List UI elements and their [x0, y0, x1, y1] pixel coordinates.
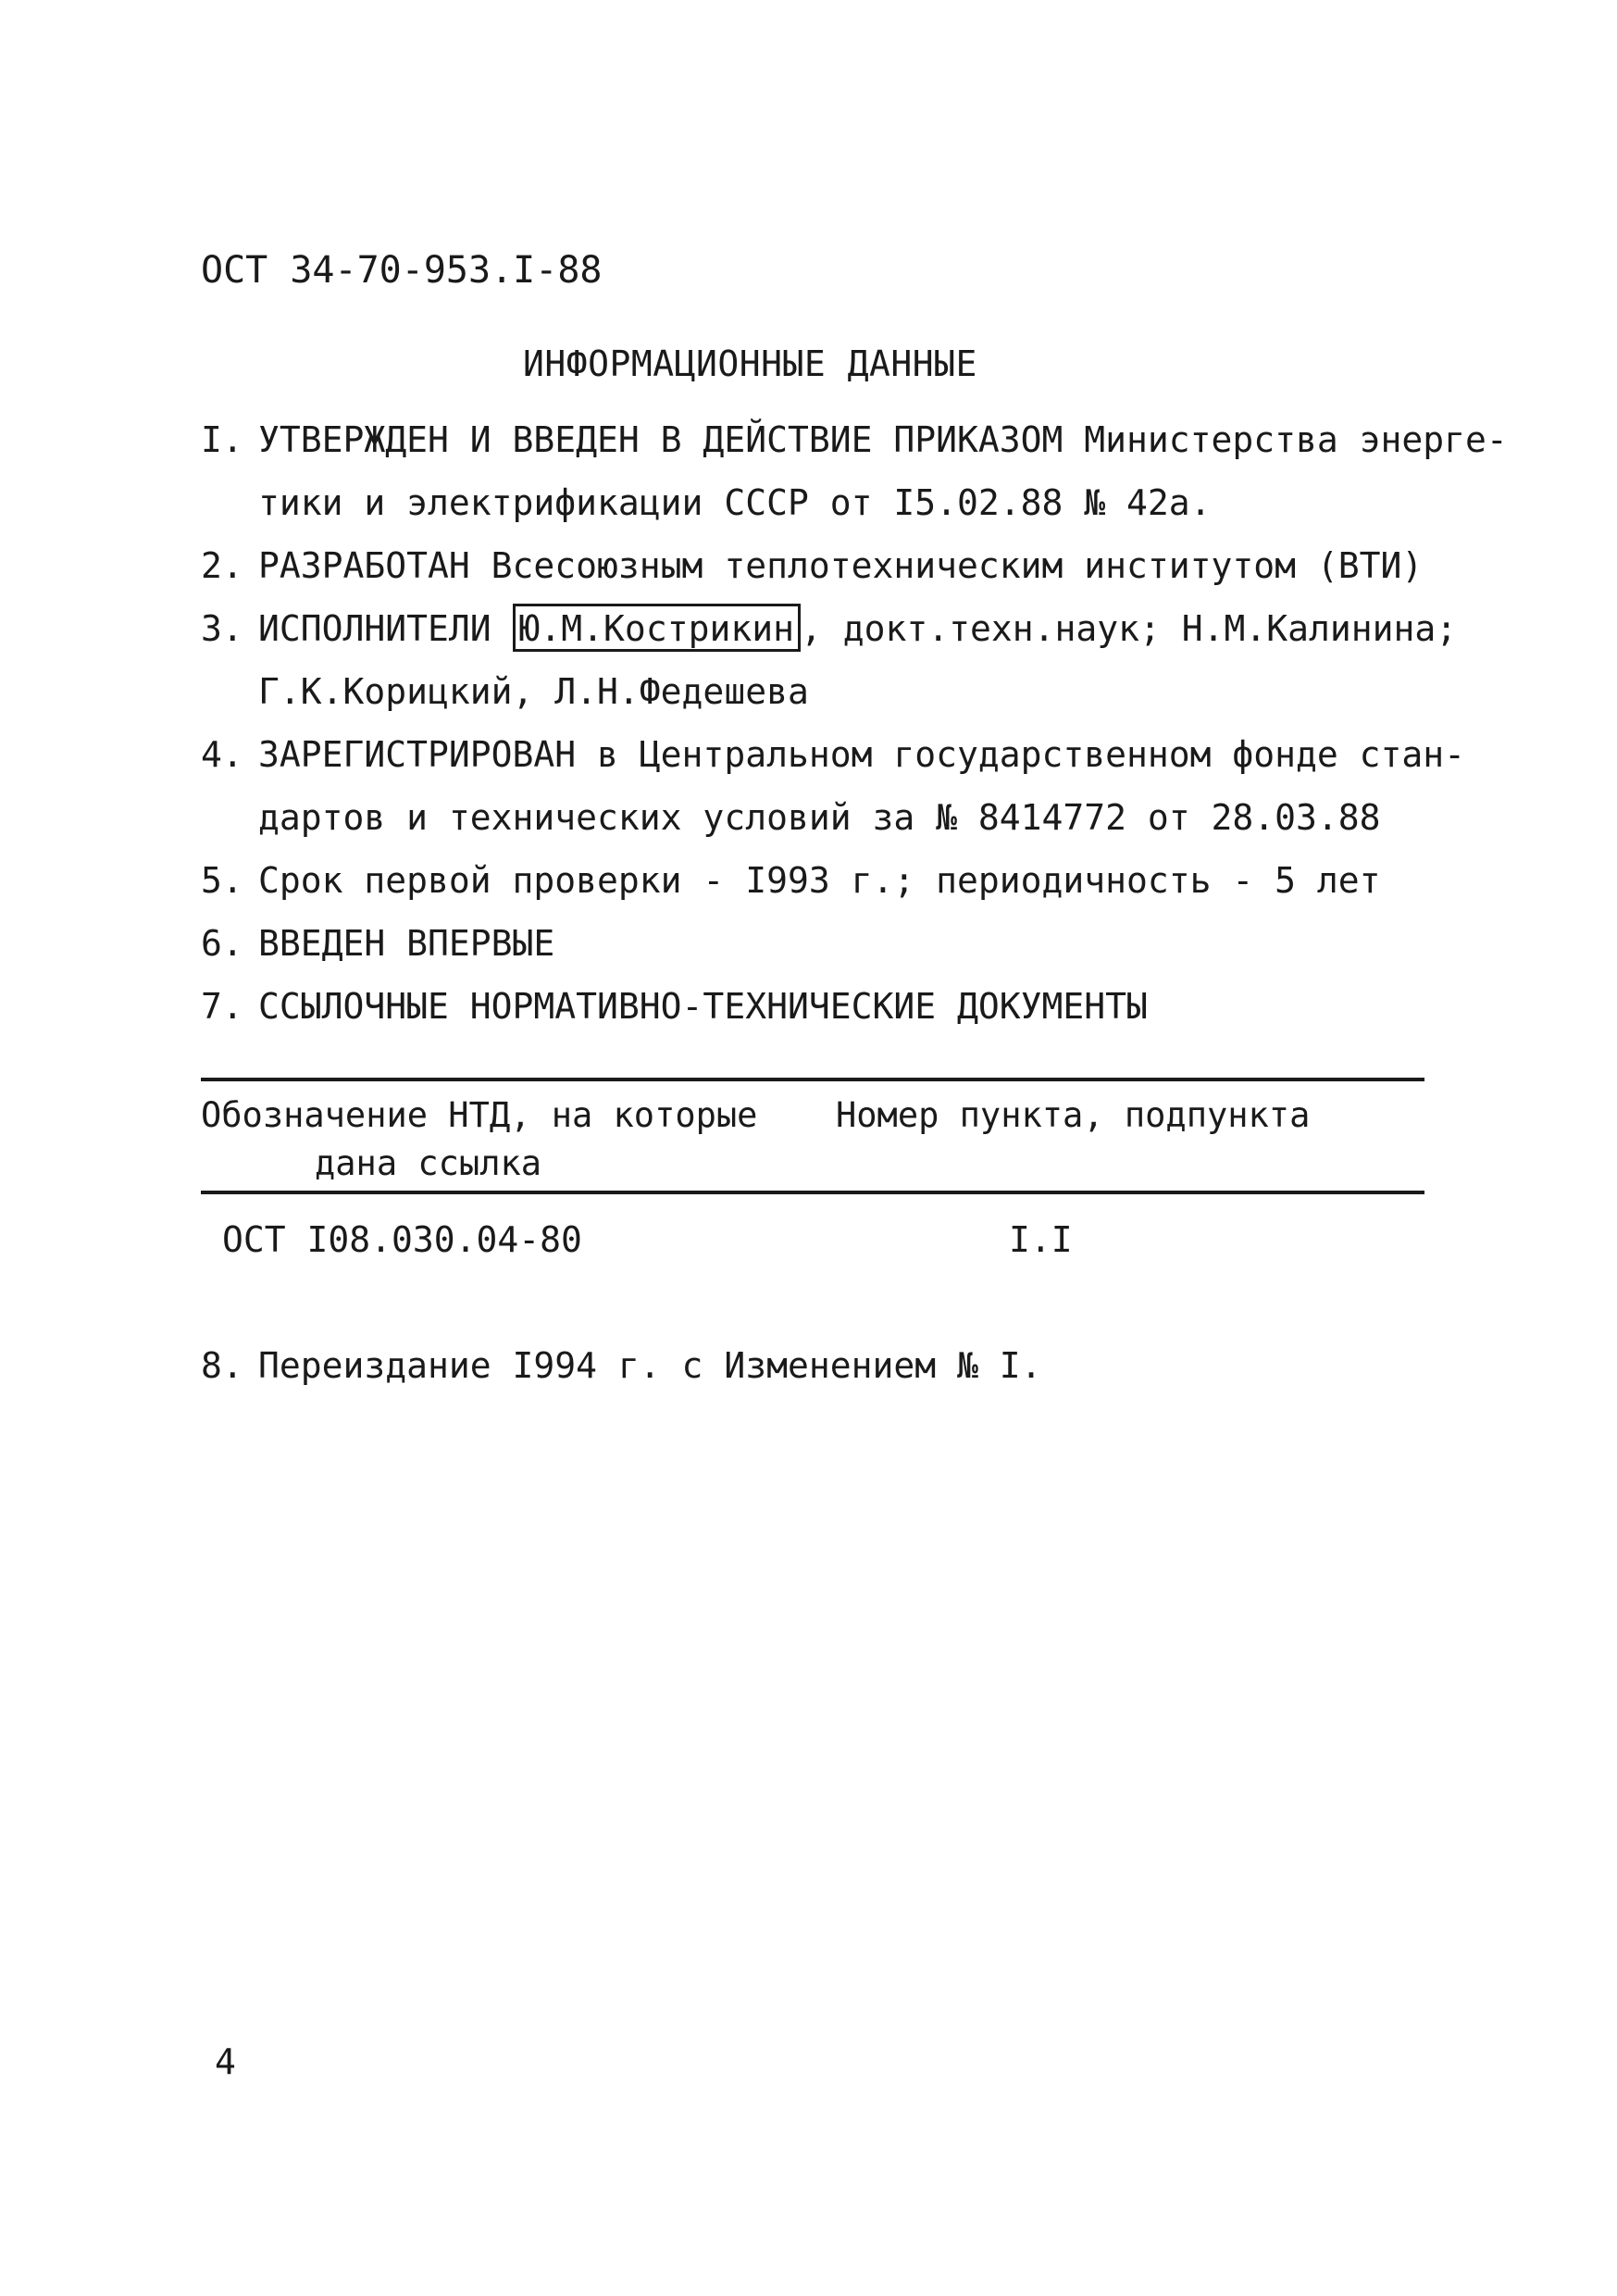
list-item-4 — [201, 734, 1466, 775]
item-number: I. — [201, 419, 243, 460]
list-item-1 — [201, 419, 1508, 460]
table-cell-designation: ОСТ I08.030.04-80 — [222, 1219, 582, 1260]
table-header-rule — [201, 1191, 1424, 1194]
page-number: 4 — [215, 2041, 236, 2082]
item-text: ССЫЛОЧНЫЕ НОРМАТИВНО-ТЕХНИЧЕСКИЕ ДОКУМЕНТЫ — [258, 986, 1148, 1027]
item-text: Переиздание I994 г. с Изменением № I. — [258, 1345, 1042, 1386]
item-number: 4. — [201, 734, 243, 775]
item-text: Срок первой проверки - I993 г.; периодичность - 5 лет — [258, 860, 1381, 901]
table-header-designation: Обозначение НТД, на которые — [201, 1095, 758, 1135]
item-3-continuation: Г.К.Корицкий, Л.Н.Федешева — [258, 671, 809, 712]
item-number: 5. — [201, 860, 243, 901]
table-header-designation-line2: дана ссылка — [315, 1143, 542, 1183]
item-text: ЗАРЕГИСТРИРОВАН в Центральном государственном фонде стан- — [258, 734, 1466, 775]
item-number: 2. — [201, 545, 243, 586]
item-text: ВВЕДЕН ВПЕРВЫЕ — [258, 923, 555, 964]
item-text-suffix: , докт.техн.наук; Н.М.Калинина; — [800, 608, 1458, 649]
list-item-6 — [201, 923, 555, 964]
boxed-name: Ю.М.Кострикин — [513, 604, 801, 652]
table-cell-clause: I.I — [1009, 1219, 1073, 1260]
item-text: РАЗРАБОТАН Всесоюзным теплотехническим институтом (ВТИ) — [258, 545, 1424, 586]
item-1-continuation: тики и электрификации СССР от I5.02.88 № 42а. — [258, 482, 1212, 523]
item-number: 8. — [201, 1345, 243, 1386]
table-header-clause: Номер пункта, подпункта — [836, 1095, 1311, 1135]
item-number: 6. — [201, 923, 243, 964]
list-item-3 — [201, 608, 1458, 649]
section-title: ИНФОРМАЦИОННЫЕ ДАННЫЕ — [523, 343, 977, 384]
table-top-rule — [201, 1078, 1424, 1081]
item-4-continuation: дартов и технических условий за № 8414772 от 28.03.88 — [258, 797, 1381, 838]
document-code: ОСТ 34-70-953.I-88 — [201, 249, 603, 292]
item-number: 3. — [201, 608, 243, 649]
list-item-5 — [201, 860, 1381, 901]
item-text: УТВЕРЖДЕН И ВВЕДЕН В ДЕЙСТВИЕ ПРИКАЗОМ Министерства энерге- — [258, 419, 1508, 460]
list-item-7 — [201, 986, 1148, 1027]
item-text-prefix: ИСПОЛНИТЕЛИ — [258, 608, 513, 649]
item-number: 7. — [201, 986, 243, 1027]
list-item-2 — [201, 545, 1424, 586]
list-item-8 — [201, 1345, 1042, 1386]
